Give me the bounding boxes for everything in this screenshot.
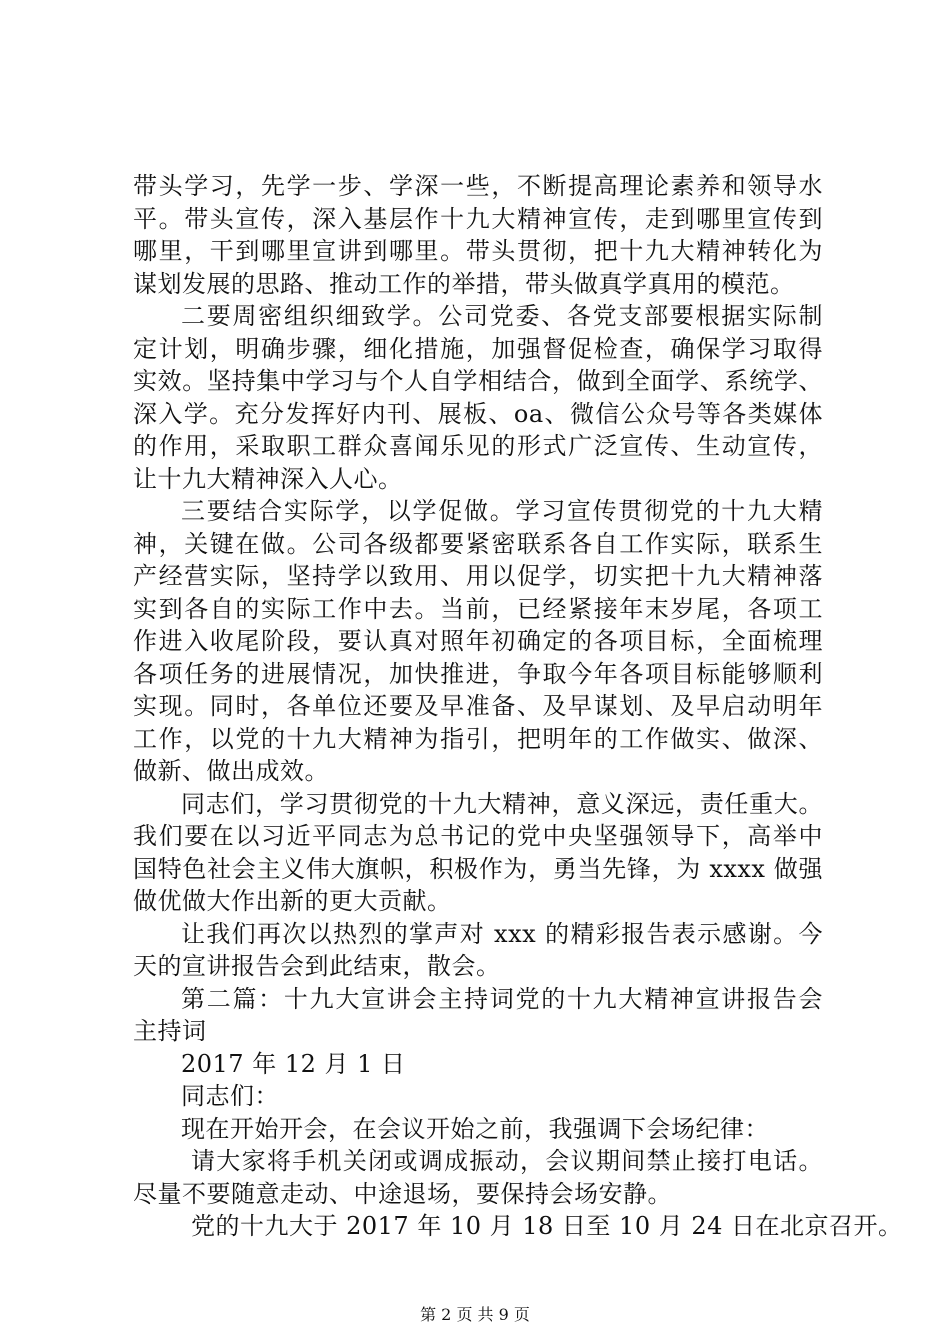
text-line: 作进入收尾阶段，要认真对照年初确定的各项目标，全面梳理 — [133, 627, 823, 655]
text-line: 现在开始开会，在会议开始之前，我强调下会场纪律： — [181, 1114, 769, 1143]
text-line: 二要周密组织细致学。公司党委、各党支部要根据实际制 — [181, 302, 823, 330]
text-line: 主持词 — [133, 1017, 207, 1045]
text-line: 让十九大精神深入人心。 — [133, 464, 403, 493]
text-line: 的作用，采取职工群众喜闻乐见的形式广泛宣传、生动宣传， — [133, 432, 823, 460]
text-line: 党的十九大于 2017 年 10 月 18 日至 10 月 24 日在北京召开。 — [191, 1212, 903, 1240]
text-line: 第二篇：十九大宣讲会主持词党的十九大精神宣讲报告会 — [181, 984, 823, 1013]
text-line: 实到各自的实际工作中去。当前，已经紧接年末岁尾，各项工 — [133, 594, 823, 623]
text-line: 定计划，明确步骤，细化措施，加强督促检查，确保学习取得 — [133, 334, 823, 363]
text-line: 做优做大作出新的更大贡献。 — [133, 887, 452, 915]
text-line: 天的宣讲报告会到此结束，散会。 — [133, 952, 501, 980]
document-body — [133, 170, 903, 1243]
text-line: 国特色社会主义伟大旗帜，积极作为，勇当先锋，为 xxxx 做强 — [133, 854, 823, 883]
page-footer: 第 2 页 共 9 页 — [420, 1305, 530, 1324]
text-line: 各项任务的进展情况，加快推进，争取今年各项目标能够顺利 — [133, 659, 823, 688]
text-line: 同志们，学习贯彻党的十九大精神，意义深远，责任重大。 — [181, 789, 823, 818]
text-line: 请大家将手机关闭或调成振动，会议期间禁止接打电话。 — [191, 1147, 823, 1175]
text-line: 深入学。充分发挥好内刊、展板、oa、微信公众号等各类媒体 — [133, 399, 823, 428]
text-line: 工作，以党的十九大精神为指引，把明年的工作做实、做深、 — [133, 724, 823, 753]
text-line: 产经营实际，坚持学以致用、用以促学，切实把十九大精神落 — [133, 562, 823, 590]
text-line: 做新、做出成效。 — [133, 757, 329, 785]
text-line: 我们要在以习近平同志为总书记的党中央坚强领导下，高举中 — [133, 822, 823, 850]
text-line: 哪里，干到哪里宣讲到哪里。带头贯彻，把十九大精神转化为 — [133, 237, 823, 265]
text-line: 2017 年 12 月 1 日 — [181, 1049, 406, 1078]
text-line: 谋划发展的思路、推动工作的举措，带头做真学真用的模范。 — [133, 269, 795, 298]
text-line: 让我们再次以热烈的掌声对 xxx 的精彩报告表示感谢。今 — [181, 919, 823, 948]
text-line: 实效。坚持集中学习与个人自学相结合，做到全面学、系统学、 — [133, 367, 823, 395]
text-line: 同志们： — [181, 1082, 279, 1110]
text-line: 实现。同时，各单位还要及早准备、及早谋划、及早启动明年 — [133, 692, 823, 720]
text-line: 三要结合实际学，以学促做。学习宣传贯彻党的十九大精 — [181, 497, 823, 525]
text-line: 尽量不要随意走动、中途退场，要保持会场安静。 — [133, 1179, 672, 1208]
text-line: 带头学习，先学一步、学深一些，不断提高理论素养和领导水 — [133, 172, 823, 200]
text-line: 神，关键在做。公司各级都要紧密联系各自工作实际，联系生 — [133, 529, 823, 558]
text-line: 平。带头宣传，深入基层作十九大精神宣传，走到哪里宣传到 — [133, 204, 823, 233]
